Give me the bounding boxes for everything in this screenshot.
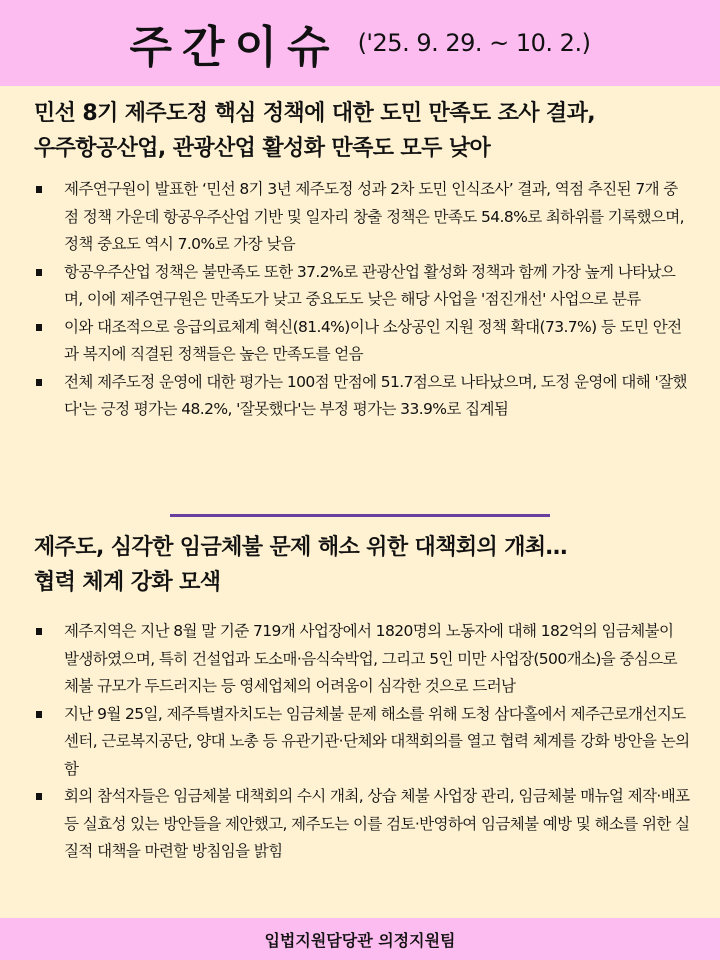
footer-text: 입법지원담당관 의정지원팀: [264, 930, 456, 950]
bullet-icon: [36, 269, 42, 276]
section-divider: [170, 514, 550, 517]
list-item: [30, 176, 690, 259]
bullet-text: 항공우주산업 정책은 불만족도 또한 37.2%로 관광산업 활성화 정책과 함께 가장 높게 나타났으며, 이에 제주연구원은 만족도가 낮고 중요도도 낮은 해당 사업을 '점진개선' 사업으로 분류: [64, 262, 676, 308]
headline-line: 협력 체계 강화 모색: [34, 570, 221, 595]
headline-line: 우주항공산업, 관광산업 활성화 만족도 모두 낮아: [34, 136, 491, 161]
bullet-text: 전체 제주도정 운영에 대한 평가는 100점 만점에 51.7점으로 나타났으며, 도정 운영에 대해 '잘했다'는 긍정 평가는 48.2%, '잘못했다'는 부정 평가는 33.9%로 집계됨: [64, 372, 687, 418]
bullet-text: 지난 9월 25일, 제주특별자치도는 임금체불 문제 해소를 위해 도청 삼다홀에서 제주근로개선지도센터, 근로복지공단, 양대 노총 등 유관기관·단체와 대책회의를 열고 협력 체계를 강화 방안을 논의함: [64, 704, 690, 778]
section-2-headline: [34, 530, 694, 600]
bullet-text: 제주연구원이 발표한 ‘민선 8기 3년 제주도정 성과 2차 도민 인식조사’ 결과, 역점 추진된 7개 중점 정책 가운데 항공우주산업 기반 및 일자리 창출 정책은 만족도 54.8%로 최하위를 기록했으며, 정책 중요도 역시 7.0%로 가장 낮음: [64, 180, 684, 253]
list-item: [30, 618, 690, 701]
headline-line: 민선 8기 제주도정 핵심 정책에 대한 도민 만족도 조사 결과,: [34, 101, 595, 126]
bullet-icon: [36, 186, 42, 193]
bullet-icon: [36, 324, 42, 331]
period-label: ('25. 9. 29. ~ 10. 2.): [357, 29, 591, 57]
bullet-icon: [36, 379, 42, 386]
list-item: [30, 369, 690, 424]
section-2-bullets: [30, 618, 690, 866]
section-1-bullets: [30, 176, 690, 424]
list-item: [30, 783, 690, 866]
headline-line: 제주도, 심각한 임금체불 문제 해소 위한 대책회의 개최…: [34, 535, 567, 560]
bullet-icon: [36, 793, 42, 800]
section-1-headline: [34, 96, 694, 166]
page-title: 주간이슈: [129, 22, 340, 73]
footer-banner: [0, 918, 720, 960]
bullet-icon: [36, 711, 42, 718]
header-banner: [0, 0, 720, 86]
bullet-text: 제주지역은 지난 8월 말 기준 719개 사업장에서 1820명의 노동자에 대해 182억의 임금체불이 발생하였으며, 특히 건설업과 도소매·음식숙박업, 그리고 5인 미만 사업장(500개소)을 중심으로 체불 규모가 두드러지는 등 영세업체의 어려움이 심각한 것으로 드러남: [64, 622, 677, 695]
bullet-text: 회의 참석자들은 임금체불 대책회의 수시 개최, 상습 체불 사업장 관리, 임금체불 매뉴얼 제작·배포 등 실효성 있는 방안들을 제안했고, 제주도는 이를 검토·반영하여 임금체불 예방 및 해소를 위한 실질적 대책을 마련할 방침임을 밝힘: [64, 787, 690, 860]
list-item: [30, 259, 690, 314]
bullet-icon: [36, 628, 42, 635]
bullet-text: 이와 대조적으로 응급의료체계 혁신(81.4%)이나 소상공인 지원 정책 확대(73.7%) 등 도민 안전과 복지에 직결된 정책들은 높은 만족도를 얻음: [64, 317, 682, 363]
list-item: [30, 314, 690, 369]
list-item: [30, 701, 690, 784]
